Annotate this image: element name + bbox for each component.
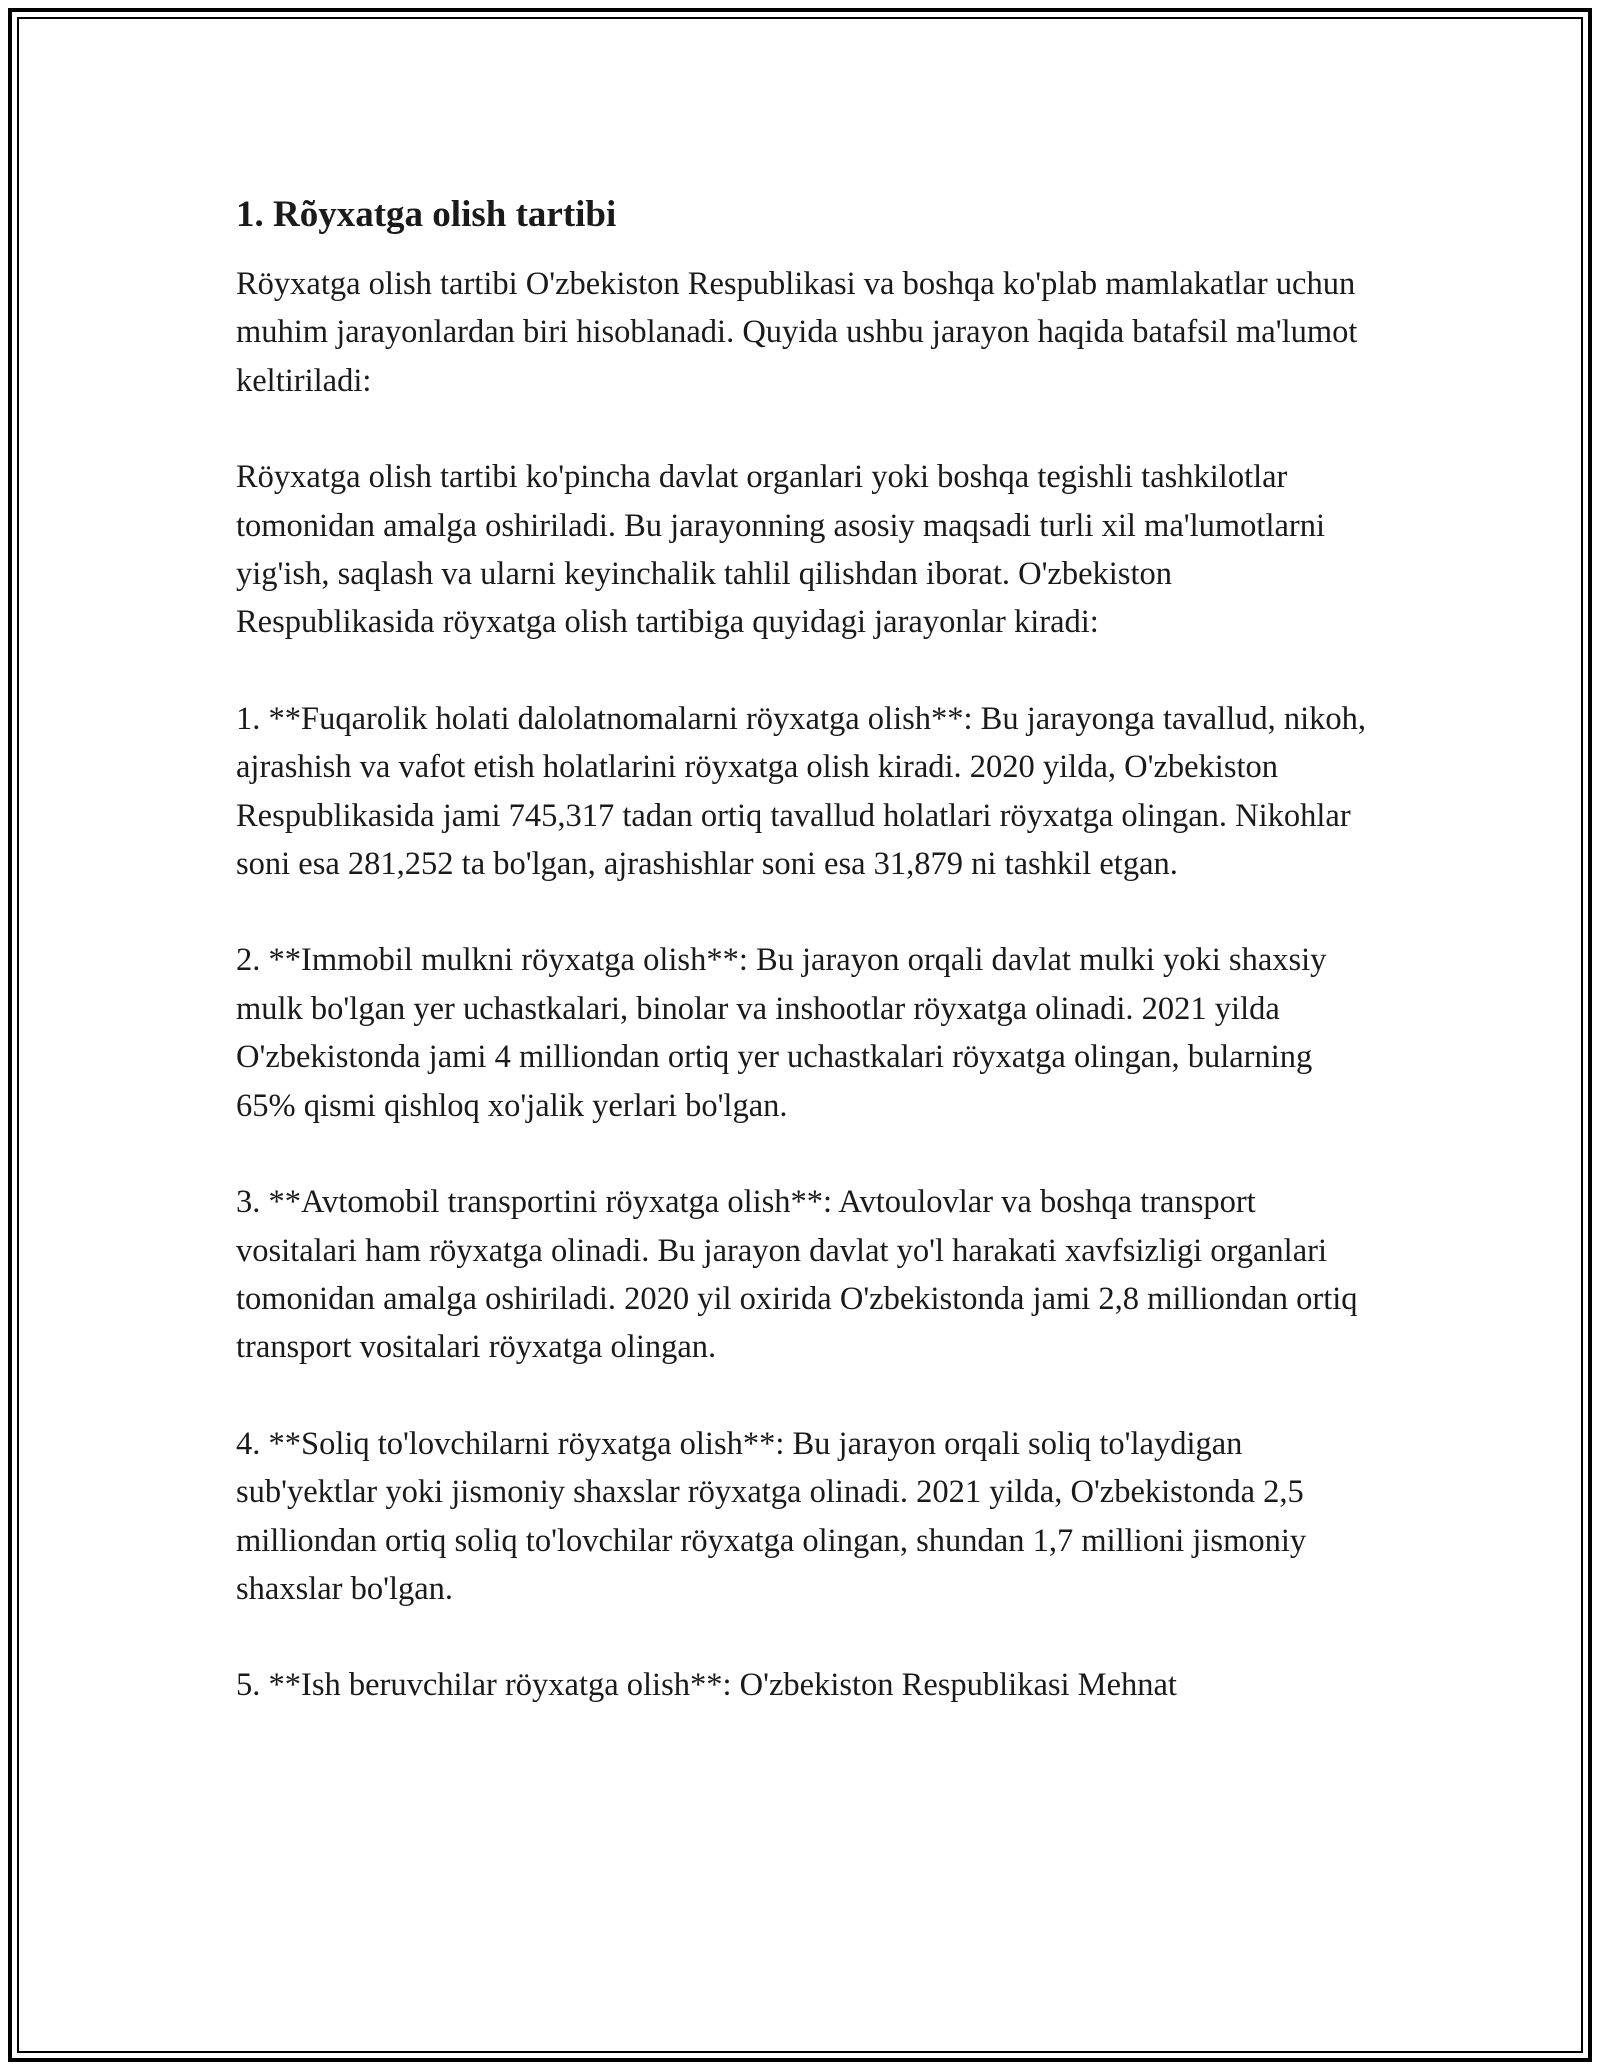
paragraph-intro: Röyxatga olish tartibi O'zbekiston Respublikasi va boshqa ko'plab mamlakatlar uchun muhim jarayonlardan biri hisoblanadi. Quyida ushbu jarayon haqida batafsil ma'lumot keltiriladi: bbox=[236, 266, 1358, 399]
paragraph-item-2: 2. **Immobil mulkni röyxatga olish**: Bu jarayon orqali davlat mulki yoki shaxsiy mulk bo'lgan yer uchastkalari, binolar va inshootlar röyxatga olinadi. 2021 yilda O'zbekistonda jami 4 milliondan ortiq yer uchastkalari röyxatga olingan, bularning 65% qismi qishloq xo'jalik yerlari bo'lgan. bbox=[236, 942, 1327, 1124]
section-heading: 1. Rõyxatga olish tartibi bbox=[236, 194, 617, 235]
paragraph-overview: Röyxatga olish tartibi ko'pincha davlat organlari yoki boshqa tegishli tashkilotlar tomonidan amalga oshiriladi. Bu jarayonning asosiy maqsadi turli xil ma'lumotlarni yig'ish, saqlash va ularni keyinchalik tahlil qilishdan iborat. O'zbekiston Respublikasida röyxatga olish tartibiga quyidagi jarayonlar kiradi: bbox=[236, 459, 1326, 641]
paragraph-item-3: 3. **Avtomobil transportini röyxatga olish**: Avtoulovlar va boshqa transport vositalari ham röyxatga olinadi. Bu jarayon davlat yo'l harakati xavfsizligi organlari tomonidan amalga oshiriladi. 2020 yil oxirida O'zbekistonda jami 2,8 milliondan ortiq transport vositalari röyxatga olingan. bbox=[236, 1184, 1358, 1366]
paragraph-item-5: 5. **Ish beruvchilar röyxatga olish**: O'zbekiston Respublikasi Mehnat bbox=[236, 1667, 1177, 1704]
document-body bbox=[236, 188, 1376, 1710]
paragraph-item-1: 1. **Fuqarolik holati dalolatnomalarni röyxatga olish**: Bu jarayonga tavallud, nikoh, ajrashish va vafot etish holatlarini röyxatga olish kiradi. 2020 yilda, O'zbekiston Respublikasida jami 745,317 tadan ortiq tavallud holatlari röyxatga olingan. Nikohlar soni esa 281,252 ta bo'lgan, ajrashishlar soni esa 31,879 ni tashkil etgan. bbox=[236, 700, 1367, 883]
paragraph-item-4: 4. **Soliq to'lovchilarni röyxatga olish**: Bu jarayon orqali soliq to'laydigan sub'yektlar yoki jismoniy shaxslar röyxatga olinadi. 2021 yilda, O'zbekistonda 2,5 milliondan ortiq soliq to'lovchilar röyxatga olingan, shundan 1,7 millioni jismoniy shaxslar bo'lgan. bbox=[236, 1425, 1307, 1607]
